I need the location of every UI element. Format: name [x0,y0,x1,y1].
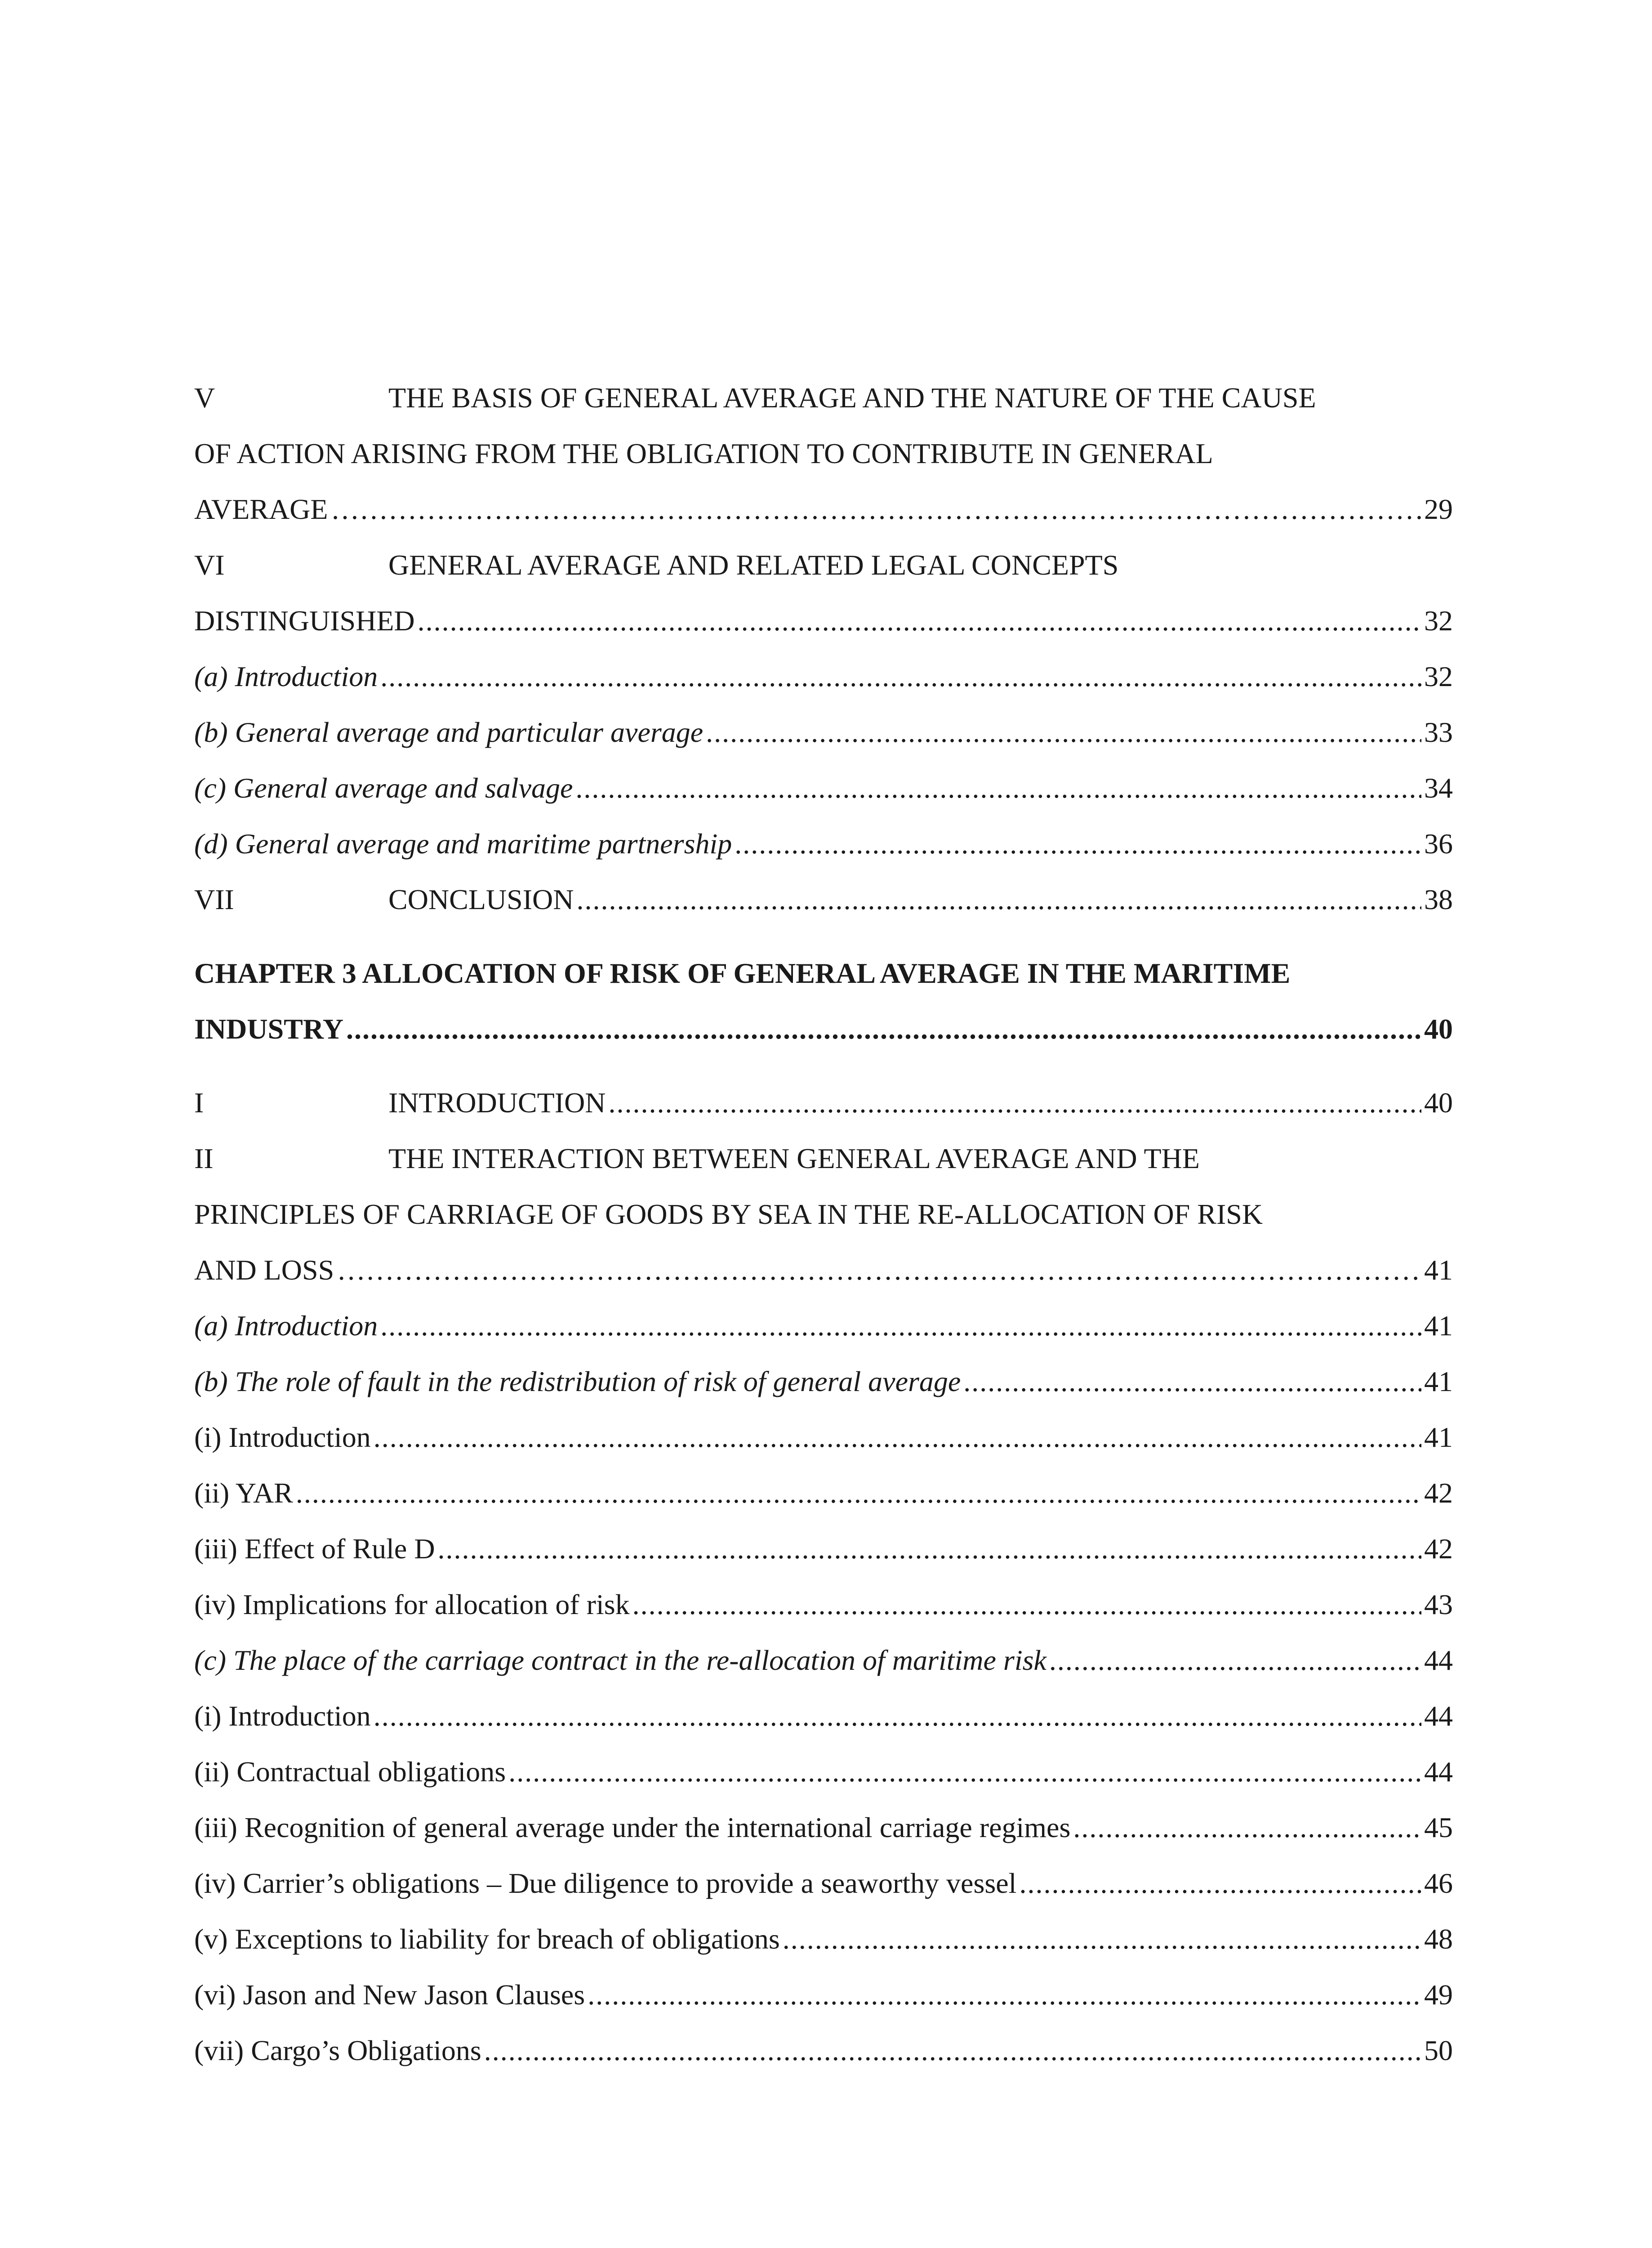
toc-heading-line [194,1196,1453,1232]
entry-title: DISTINGUISHED [194,605,415,637]
dot-leader [1049,1642,1421,1678]
entry-title: AVERAGE [194,493,328,525]
dot-leader [418,603,1421,639]
dot-leader [576,882,1421,918]
toc-entry[interactable] [194,826,1453,862]
section-number: I [194,1087,204,1119]
dot-leader [783,1921,1421,1957]
toc-entry[interactable] [194,659,1453,695]
page-number: 50 [1424,2034,1453,2066]
page-number: 45 [1424,1811,1453,1843]
entry-title: (a) Introduction [194,660,378,692]
entry-title: (vii) Cargo’s Obligations [194,2034,481,2066]
dot-leader [963,1364,1421,1400]
toc-entry[interactable] [194,1475,1453,1511]
toc-entry[interactable] [194,1810,1453,1846]
toc-heading-line [194,380,1453,416]
dot-leader [374,1698,1421,1734]
section-title: OF ACTION ARISING FROM THE OBLIGATION TO CONTRIBUTE IN GENERAL [194,437,1213,469]
page-number: 32 [1424,605,1453,637]
page-number: 40 [1424,1013,1453,1045]
entry-title: (c) General average and salvage [194,772,573,804]
entry-title: (iii) Effect of Rule D [194,1533,435,1565]
entry-title [194,882,574,918]
section-number: II [194,1142,214,1174]
dot-leader [296,1475,1421,1511]
page-number: 36 [1424,828,1453,860]
page-number: 44 [1424,1756,1453,1788]
page-number: 34 [1424,772,1453,804]
dot-leader [609,1085,1422,1121]
entry-title: (d) General average and maritime partnership [194,828,732,860]
toc-heading-line [194,1141,1453,1177]
dot-leader [331,491,1422,527]
toc-entry[interactable] [194,1587,1453,1623]
page-number: 41 [1424,1310,1453,1342]
entry-title: (b) General average and particular average [194,716,704,748]
entry-title: (i) Introduction [194,1700,371,1732]
toc-entry[interactable] [194,1642,1453,1678]
toc-heading-line [194,436,1453,472]
chapter-heading-line [194,955,1453,991]
toc-entry[interactable] [194,882,1453,918]
dot-leader [374,1419,1421,1455]
toc-entry[interactable] [194,1364,1453,1400]
dot-leader [1073,1810,1421,1846]
toc-entry[interactable] [194,1419,1453,1455]
dot-leader [632,1587,1421,1623]
section-number: V [194,382,215,414]
dot-leader [380,659,1421,695]
section-number: VI [194,549,225,581]
entry-title: (iii) Recognition of general average under the international carriage regimes [194,1811,1071,1843]
dot-leader [380,1308,1421,1344]
entry-title: (vi) Jason and New Jason Clauses [194,1979,585,2011]
entry-title: AND LOSS [194,1254,334,1286]
page-number: 29 [1424,493,1453,525]
toc-entry[interactable] [194,1754,1453,1790]
section-title: THE BASIS OF GENERAL AVERAGE AND THE NATURE OF THE CAUSE [388,382,1316,414]
toc-entry[interactable] [194,1977,1453,2013]
entry-title: (ii) YAR [194,1477,293,1509]
page-number: 43 [1424,1588,1453,1620]
page-number: 33 [1424,716,1453,748]
toc-heading-line [194,547,1453,583]
toc-entry[interactable] [194,491,1453,527]
dot-leader [337,1252,1421,1288]
dot-leader [438,1531,1421,1567]
section-number: VII [194,883,234,915]
toc-entry[interactable] [194,1921,1453,1957]
entry-title: (iv) Implications for allocation of risk [194,1588,630,1620]
dot-leader [575,770,1421,806]
dot-leader [346,1011,1421,1047]
entry-title: INDUSTRY [194,1013,344,1045]
dot-leader [735,826,1421,862]
toc-entry[interactable] [194,1252,1453,1288]
entry-title: (i) Introduction [194,1421,371,1453]
toc-entry[interactable] [194,1011,1453,1047]
dot-leader [484,2033,1421,2069]
page-number: 49 [1424,1979,1453,2011]
dot-leader [508,1754,1421,1790]
page-number: 42 [1424,1533,1453,1565]
page-number: 44 [1424,1700,1453,1732]
toc-entry[interactable] [194,2033,1453,2069]
entry-title: (a) Introduction [194,1310,378,1342]
section-title: THE INTERACTION BETWEEN GENERAL AVERAGE AND THE [388,1142,1200,1174]
page-number: 42 [1424,1477,1453,1509]
entry-title: (c) The place of the carriage contract in the re-allocation of maritime risk [194,1644,1046,1676]
dot-leader [1019,1865,1421,1901]
dot-leader [588,1977,1421,2013]
entry-title: (ii) Contractual obligations [194,1756,506,1788]
entry-title [194,1085,606,1121]
entry-title: (v) Exceptions to liability for breach of obligations [194,1923,780,1955]
toc-entry[interactable] [194,1698,1453,1734]
toc-entry[interactable] [194,1308,1453,1344]
page-number: 41 [1424,1421,1453,1453]
section-title: PRINCIPLES OF CARRIAGE OF GOODS BY SEA IN THE RE-ALLOCATION OF RISK [194,1198,1263,1230]
section-title: INTRODUCTION [388,1087,606,1119]
page-number: 32 [1424,660,1453,692]
page-number: 41 [1424,1254,1453,1286]
page-number: 44 [1424,1644,1453,1676]
entry-title: (b) The role of fault in the redistribution of risk of general average [194,1365,961,1397]
toc-entry[interactable] [194,1865,1453,1901]
toc-entry[interactable] [194,714,1453,750]
toc-entry[interactable] [194,1531,1453,1567]
entry-title: (iv) Carrier’s obligations – Due diligence to provide a seaworthy vessel [194,1867,1017,1899]
toc-entry[interactable] [194,603,1453,639]
page-number: 46 [1424,1867,1453,1899]
page-number: 40 [1424,1087,1453,1119]
toc-entry[interactable] [194,1085,1453,1121]
page-number: 38 [1424,883,1453,915]
chapter-title: CHAPTER 3 ALLOCATION OF RISK OF GENERAL AVERAGE IN THE MARITIME [194,957,1291,989]
page-number: 41 [1424,1365,1453,1397]
page-number: 48 [1424,1923,1453,1955]
toc-entry[interactable] [194,770,1453,806]
section-title: GENERAL AVERAGE AND RELATED LEGAL CONCEPTS [388,549,1119,581]
dot-leader [706,714,1421,750]
section-title: CONCLUSION [388,883,574,915]
